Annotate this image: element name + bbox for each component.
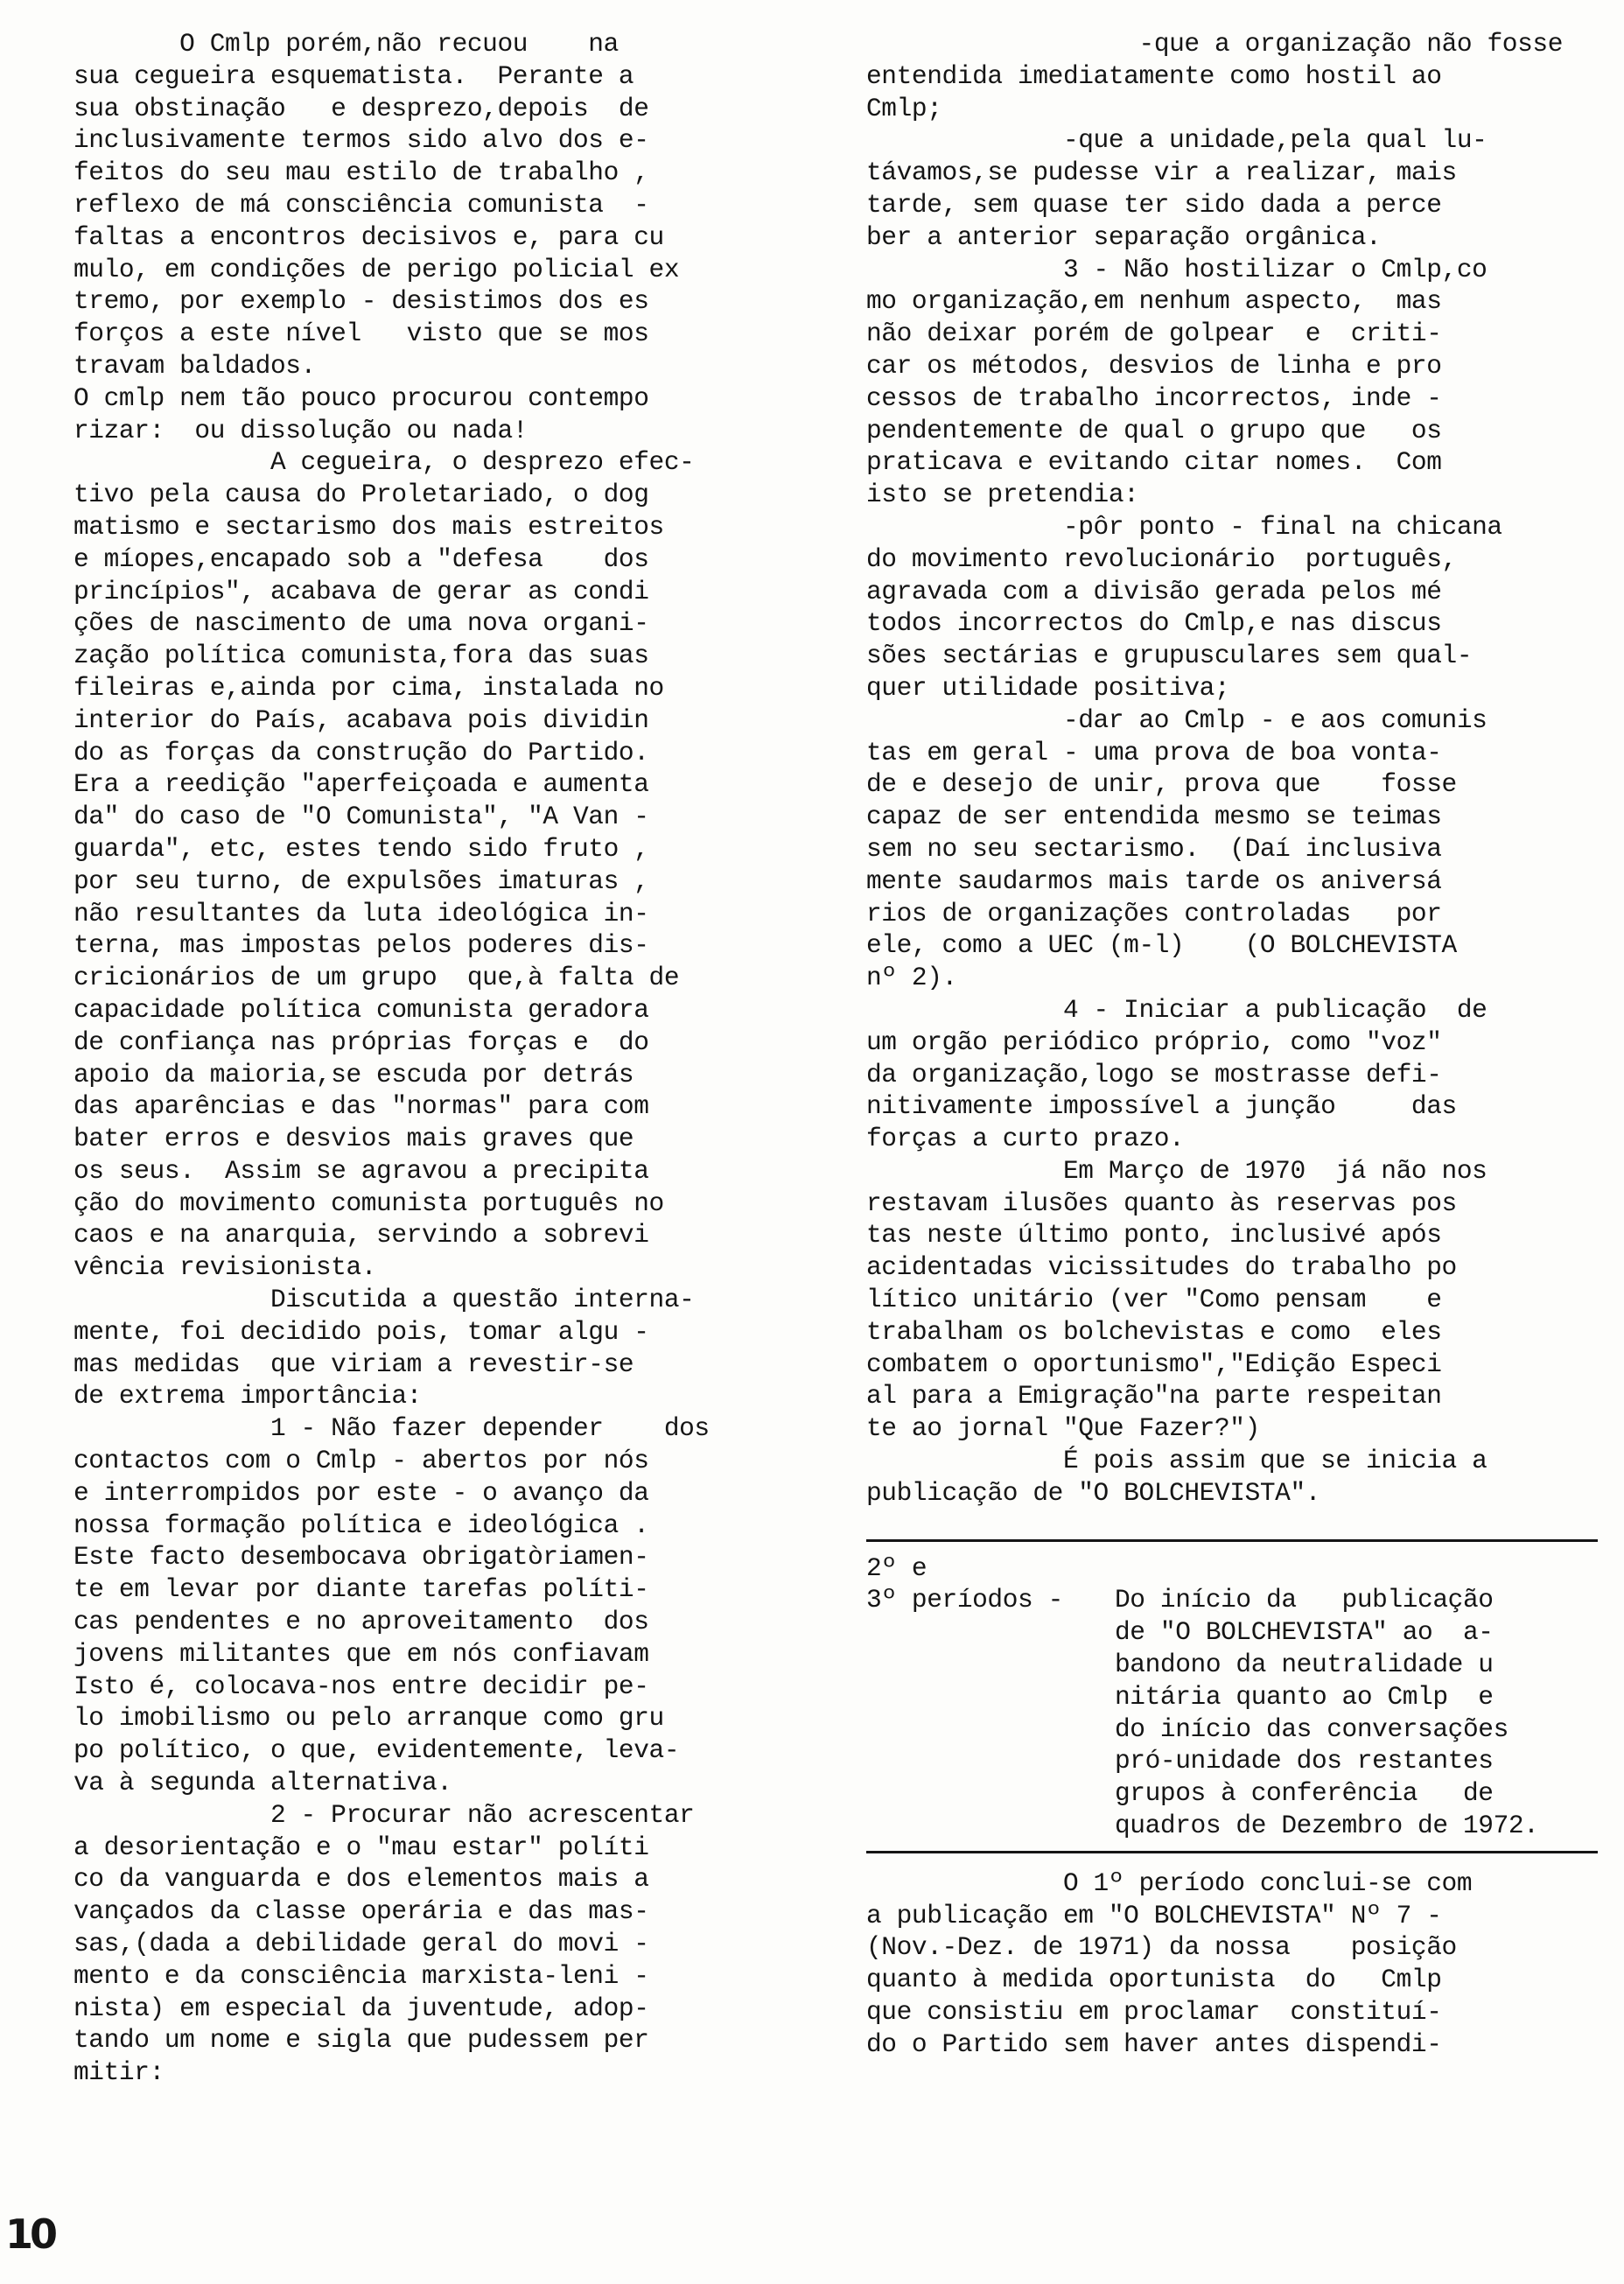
text-line: cas pendentes e no aproveitamento dos bbox=[74, 1607, 649, 1637]
text-line: que consistiu em proclamar constituí- bbox=[866, 1997, 1442, 2028]
periods-heading-row bbox=[866, 1584, 1598, 1841]
text-line: -pôr ponto - final na chicana bbox=[866, 511, 1502, 542]
closing-paragraph bbox=[866, 1867, 1598, 2061]
text-line: vência revisionista. bbox=[74, 1252, 377, 1283]
text-line: a desorientação e o "mau estar" políti bbox=[74, 1832, 649, 1862]
text-line: feitos do seu mau estilo de trabalho , bbox=[74, 158, 649, 188]
text-line: publicação de "O BOLCHEVISTA". bbox=[866, 1477, 1321, 1508]
text-line: do início das conversações bbox=[1115, 1713, 1508, 1744]
text-line: quadros de Dezembro de 1972. bbox=[1115, 1811, 1539, 1841]
text-line: guarda", etc, estes tendo sido fruto , bbox=[74, 833, 649, 864]
right-column bbox=[866, 28, 1598, 2061]
text-line: Em Março de 1970 já não nos bbox=[866, 1155, 1488, 1186]
text-line: isto se pretendia: bbox=[866, 480, 1139, 510]
text-line: trabalham os bolchevistas e como eles bbox=[866, 1316, 1442, 1347]
text-line: inclusivamente termos sido alvo dos e- bbox=[74, 125, 649, 156]
text-line: sem no seu sectarismo. (Daí inclusiva bbox=[866, 833, 1442, 864]
text-line: da" do caso de "O Comunista", "A Van - bbox=[74, 802, 649, 832]
text-line: nista) em especial da juventude, adop- bbox=[74, 1993, 649, 2023]
text-line: rios de organizações controladas por bbox=[866, 898, 1442, 928]
text-line: tando um nome e sigla que pudessem per bbox=[74, 2025, 649, 2056]
text-line: ber a anterior separação orgânica. bbox=[866, 221, 1382, 252]
text-line: 1 - Não fazer depender dos bbox=[74, 1413, 710, 1444]
text-line: de confiança nas próprias forças e do bbox=[74, 1026, 649, 1057]
text-line: quanto à medida oportunista do Cmlp bbox=[866, 1965, 1442, 1995]
text-line: não resultantes da luta ideológica in- bbox=[74, 898, 649, 928]
text-line: um orgão periódico próprio, como "voz" bbox=[866, 1026, 1442, 1057]
text-line: -dar ao Cmlp - e aos comunis bbox=[866, 704, 1488, 735]
text-line: rizar: ou dissolução ou nada! bbox=[74, 415, 528, 445]
text-line: restavam ilusões quanto às reservas pos bbox=[866, 1188, 1457, 1218]
text-line: capaz de ser entendida mesmo se teimas bbox=[866, 802, 1442, 832]
text-line: forços a este nível visto que se mos bbox=[74, 319, 649, 349]
text-line: nitária quanto ao Cmlp e bbox=[1115, 1681, 1494, 1712]
left-column bbox=[74, 28, 802, 2089]
text-line: Cmlp; bbox=[866, 93, 942, 123]
text-line: agravada com a divisão gerada pelos mé bbox=[866, 576, 1442, 606]
text-line: O Cmlp porém,não recuou na bbox=[74, 29, 619, 59]
periods-label-line2: 3º períodos - bbox=[866, 1585, 1063, 1615]
text-line: praticava e evitando citar nomes. Com bbox=[866, 447, 1442, 478]
text-line: ção do movimento comunista português no bbox=[74, 1188, 664, 1218]
text-line: reflexo de má consciência comunista - bbox=[74, 189, 649, 220]
section-divider-top bbox=[866, 1539, 1598, 1542]
text-line: mento e da consciência marxista-leni - bbox=[74, 1960, 649, 1991]
text-line: te ao jornal "Que Fazer?") bbox=[866, 1413, 1260, 1444]
text-line: entendida imediatamente como hostil ao bbox=[866, 60, 1442, 91]
text-line: contactos com o Cmlp - abertos por nós bbox=[74, 1446, 649, 1476]
text-line: apoio da maioria,se escuda por detrás bbox=[74, 1059, 634, 1089]
text-line: O cmlp nem tão pouco procurou contempo bbox=[74, 382, 649, 413]
text-line: vançados da classe operária e das mas- bbox=[74, 1896, 649, 1927]
text-line: todos incorrectos do Cmlp,e nas discus bbox=[866, 608, 1442, 639]
right-column-text bbox=[866, 28, 1598, 1510]
text-line: sua obstinação e desprezo,depois de bbox=[74, 93, 649, 123]
text-line: bandono da neutralidade u bbox=[1115, 1650, 1494, 1680]
periods-description bbox=[1115, 1584, 1598, 1841]
text-line: sua cegueira esquematista. Perante a bbox=[74, 60, 634, 91]
text-line: Do início da publicação bbox=[1115, 1585, 1494, 1615]
text-line: mitir: bbox=[74, 2057, 164, 2088]
periods-heading bbox=[866, 1552, 1598, 1842]
text-line: zação política comunista,fora das suas bbox=[74, 641, 649, 671]
text-line: combatem o oportunismo","Edição Especi bbox=[866, 1349, 1442, 1379]
text-line: 2 - Procurar não acrescentar bbox=[74, 1799, 695, 1830]
text-line: do movimento revolucionário português, bbox=[866, 543, 1457, 574]
text-line: mulo, em condições de perigo policial ex bbox=[74, 254, 680, 284]
text-line: mente saudarmos mais tarde os aniversá bbox=[866, 865, 1442, 896]
text-line: das aparências e das "normas" para com bbox=[74, 1091, 649, 1122]
text-line: ções de nascimento de uma nova organi- bbox=[74, 608, 649, 639]
text-line: Era a reedição "aperfeiçoada e aumenta bbox=[74, 769, 649, 800]
text-line: nitivamente impossível a junção das bbox=[866, 1091, 1457, 1122]
text-line: do as forças da construção do Partido. bbox=[74, 737, 649, 767]
text-line: sões sectárias e grupusculares sem qual- bbox=[866, 641, 1473, 671]
text-line: quer utilidade positiva; bbox=[866, 672, 1230, 703]
text-line: nossa formação política e ideológica . bbox=[74, 1510, 649, 1540]
text-line: de extrema importância: bbox=[74, 1381, 422, 1412]
text-line: grupos à conferência de bbox=[1115, 1778, 1494, 1809]
text-line: tremo, por exemplo - desistimos dos es bbox=[74, 286, 649, 317]
text-line: e interrompidos por este - o avanço da bbox=[74, 1477, 649, 1508]
text-line: al para a Emigração"na parte respeitan bbox=[866, 1381, 1442, 1412]
text-line: lítico unitário (ver "Como pensam e bbox=[866, 1285, 1442, 1315]
text-line: bater erros e desvios mais graves que bbox=[74, 1124, 634, 1154]
page-number: 10 bbox=[5, 2210, 55, 2258]
text-line: terna, mas impostas pelos poderes dis- bbox=[74, 930, 649, 961]
text-line: O 1º período conclui-se com bbox=[866, 1867, 1473, 1898]
text-line: mente, foi decidido pois, tomar algu - bbox=[74, 1316, 649, 1347]
text-line: 4 - Iniciar a publicação de bbox=[866, 994, 1488, 1025]
text-line: caos e na anarquia, servindo a sobrevi bbox=[74, 1220, 649, 1251]
text-line: pró-unidade dos restantes bbox=[1115, 1746, 1494, 1776]
text-line: capacidade política comunista geradora bbox=[74, 994, 649, 1025]
text-line: po político, o que, evidentemente, leva- bbox=[74, 1735, 680, 1766]
text-line: não deixar porém de golpear e criti- bbox=[866, 319, 1442, 349]
text-line: tas em geral - uma prova de boa vonta- bbox=[866, 737, 1442, 767]
periods-label-line1: 2º e bbox=[866, 1552, 928, 1583]
periods-label bbox=[866, 1584, 1115, 1841]
text-line: forças a curto prazo. bbox=[866, 1124, 1185, 1154]
text-line: matismo e sectarismo dos mais estreitos bbox=[74, 511, 664, 542]
text-line: cricionários de um grupo que,à falta de bbox=[74, 963, 680, 993]
text-line: da organização,logo se mostrasse defi- bbox=[866, 1059, 1442, 1089]
text-line: (Nov.-Dez. de 1971) da nossa posição bbox=[866, 1932, 1457, 1963]
text-line: pendentemente de qual o grupo que os bbox=[866, 415, 1442, 445]
text-line: ele, como a UEC (m-l) (O BOLCHEVISTA bbox=[866, 930, 1457, 961]
text-line: de e desejo de unir, prova que fosse bbox=[866, 769, 1457, 800]
text-line: mo organização,em nenhum aspecto, mas bbox=[866, 286, 1442, 317]
text-line: sas,(dada a debilidade geral do movi - bbox=[74, 1929, 649, 1959]
text-line: Este facto desembocava obrigatòriamen- bbox=[74, 1542, 649, 1573]
text-line: travam baldados. bbox=[74, 350, 316, 381]
text-line: mas medidas que viriam a revestir-se bbox=[74, 1349, 634, 1379]
text-line: Isto é, colocava-nos entre decidir pe- bbox=[74, 1671, 649, 1701]
text-line: co da vanguarda e dos elementos mais a bbox=[74, 1864, 649, 1895]
text-line: tas neste último ponto, inclusivé após bbox=[866, 1220, 1442, 1251]
text-line: interior do País, acabava pois dividin bbox=[74, 704, 649, 735]
text-line: princípios", acabava de gerar as condi bbox=[74, 576, 649, 606]
text-line: tarde, sem quase ter sido dada a perce bbox=[866, 189, 1442, 220]
text-line: va à segunda alternativa. bbox=[74, 1768, 452, 1798]
text-line: os seus. Assim se agravou a precipita bbox=[74, 1155, 649, 1186]
text-line: cessos de trabalho incorrectos, inde - bbox=[866, 382, 1442, 413]
text-line: faltas a encontros decisivos e, para cu bbox=[74, 221, 664, 252]
text-line: Discutida a questão interna- bbox=[74, 1285, 695, 1315]
text-line: te em levar por diante tarefas políti- bbox=[74, 1574, 649, 1605]
text-line: -que a unidade,pela qual lu- bbox=[866, 125, 1488, 156]
text-line: A cegueira, o desprezo efec- bbox=[74, 447, 695, 478]
text-line: lo imobilismo ou pelo arranque como gru bbox=[74, 1703, 664, 1734]
text-line: fileiras e,ainda por cima, instalada no bbox=[74, 672, 664, 703]
text-line: a publicação em "O BOLCHEVISTA" Nº 7 - bbox=[866, 1900, 1442, 1930]
text-line: e míopes,encapado sob a "defesa dos bbox=[74, 543, 649, 574]
text-line: por seu turno, de expulsões imaturas , bbox=[74, 865, 649, 896]
text-line: 3 - Não hostilizar o Cmlp,co bbox=[866, 254, 1488, 284]
text-line: acidentadas vicissitudes do trabalho po bbox=[866, 1252, 1457, 1283]
section-divider-bottom bbox=[866, 1851, 1598, 1853]
text-line: nº 2). bbox=[866, 963, 957, 993]
text-line: de "O BOLCHEVISTA" ao a- bbox=[1115, 1617, 1494, 1648]
text-line: jovens militantes que em nós confiavam bbox=[74, 1638, 649, 1669]
text-line: É pois assim que se inicia a bbox=[866, 1446, 1488, 1476]
text-line: -que a organização não fosse bbox=[1138, 29, 1563, 59]
text-line: car os métodos, desvios de linha e pro bbox=[866, 350, 1442, 381]
text-line: tivo pela causa do Proletariado, o dog bbox=[74, 480, 649, 510]
text-line: távamos,se pudesse vir a realizar, mais bbox=[866, 158, 1457, 188]
text-line: do o Partido sem haver antes dispendi- bbox=[866, 2028, 1442, 2059]
